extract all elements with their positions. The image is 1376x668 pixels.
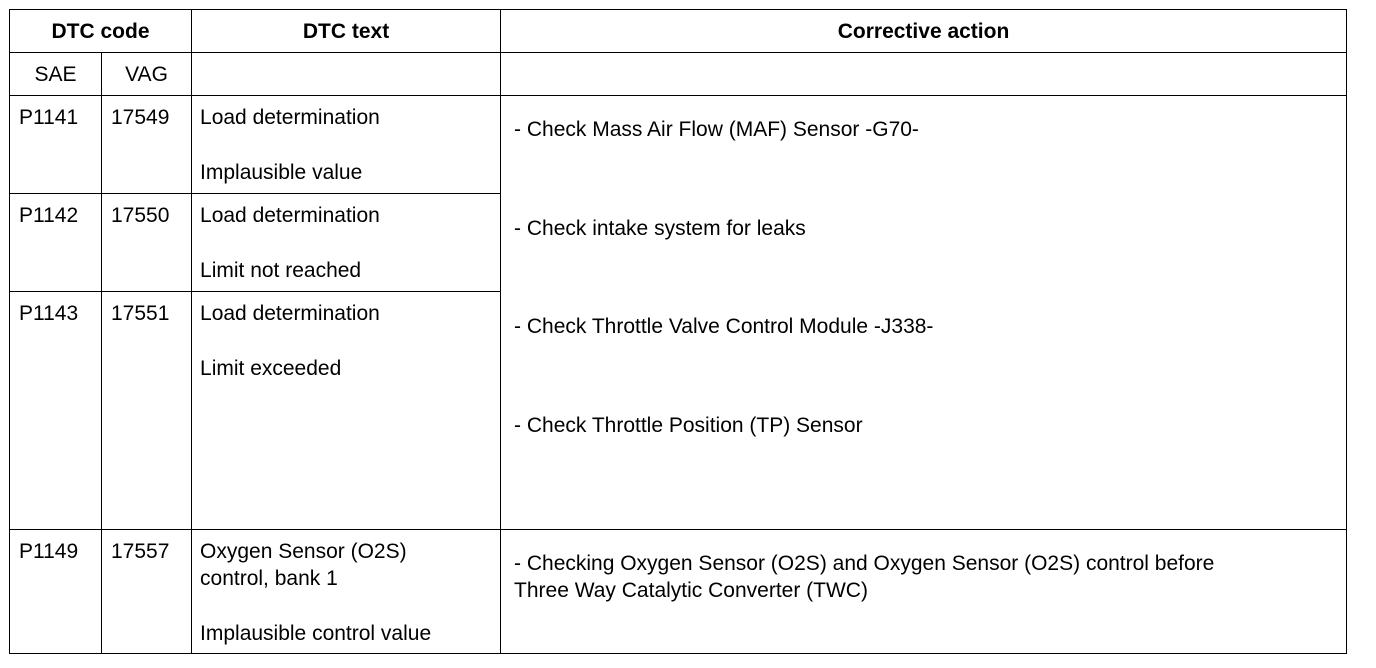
corrective-action-list	[514, 116, 933, 510]
corrective-action-cell	[501, 530, 1347, 654]
sae-code: P1141	[10, 96, 102, 194]
sae-code: P1149	[10, 530, 102, 654]
dtc-table	[9, 9, 1347, 654]
dtc-text-detail: Implausible control value	[200, 622, 432, 645]
dtc-text-line: Oxygen Sensor (O2S)	[200, 540, 407, 563]
dtc-text-line: Load determination	[200, 106, 380, 129]
dtc-text-line: control, bank 1	[200, 567, 338, 590]
dtc-text-detail: Limit exceeded	[200, 357, 342, 380]
table-row	[10, 96, 1347, 194]
subheader-sae: SAE	[10, 53, 102, 96]
dtc-text-line: Load determination	[200, 204, 380, 227]
subheader-empty-text	[192, 53, 501, 96]
header-dtc-text: DTC text	[192, 10, 501, 53]
list-item: - Checking Oxygen Sensor (O2S) and Oxygen Sensor (O2S) control before	[514, 552, 1215, 575]
header-corrective-action: Corrective action	[501, 10, 1347, 53]
dtc-text-detail: Implausible value	[200, 161, 363, 184]
header-row	[10, 10, 1347, 53]
dtc-text-line: Load determination	[200, 302, 380, 325]
subheader-vag: VAG	[102, 53, 192, 96]
dtc-text-cell	[192, 292, 501, 530]
sae-code: P1142	[10, 194, 102, 292]
dtc-text-cell	[192, 194, 501, 292]
corrective-action-cell	[501, 96, 1347, 530]
vag-code: 17551	[102, 292, 192, 530]
list-item: - Check intake system for leaks	[514, 216, 806, 240]
list-item: Three Way Catalytic Converter (TWC)	[514, 579, 868, 602]
header-dtc-code: DTC code	[10, 10, 192, 53]
vag-code: 17549	[102, 96, 192, 194]
dtc-text-cell	[192, 530, 501, 654]
dtc-text-cell	[192, 96, 501, 194]
subheader-row	[10, 53, 1347, 96]
vag-code: 17550	[102, 194, 192, 292]
list-item: - Check Throttle Position (TP) Sensor	[514, 413, 863, 437]
list-item: - Check Throttle Valve Control Module -J338-	[514, 315, 934, 338]
list-item: - Check Mass Air Flow (MAF) Sensor -G70-	[514, 118, 919, 141]
table-row	[10, 530, 1347, 654]
subheader-empty-action	[501, 53, 1347, 96]
vag-code: 17557	[102, 530, 192, 654]
dtc-text-detail: Limit not reached	[200, 259, 362, 282]
sae-code: P1143	[10, 292, 102, 530]
